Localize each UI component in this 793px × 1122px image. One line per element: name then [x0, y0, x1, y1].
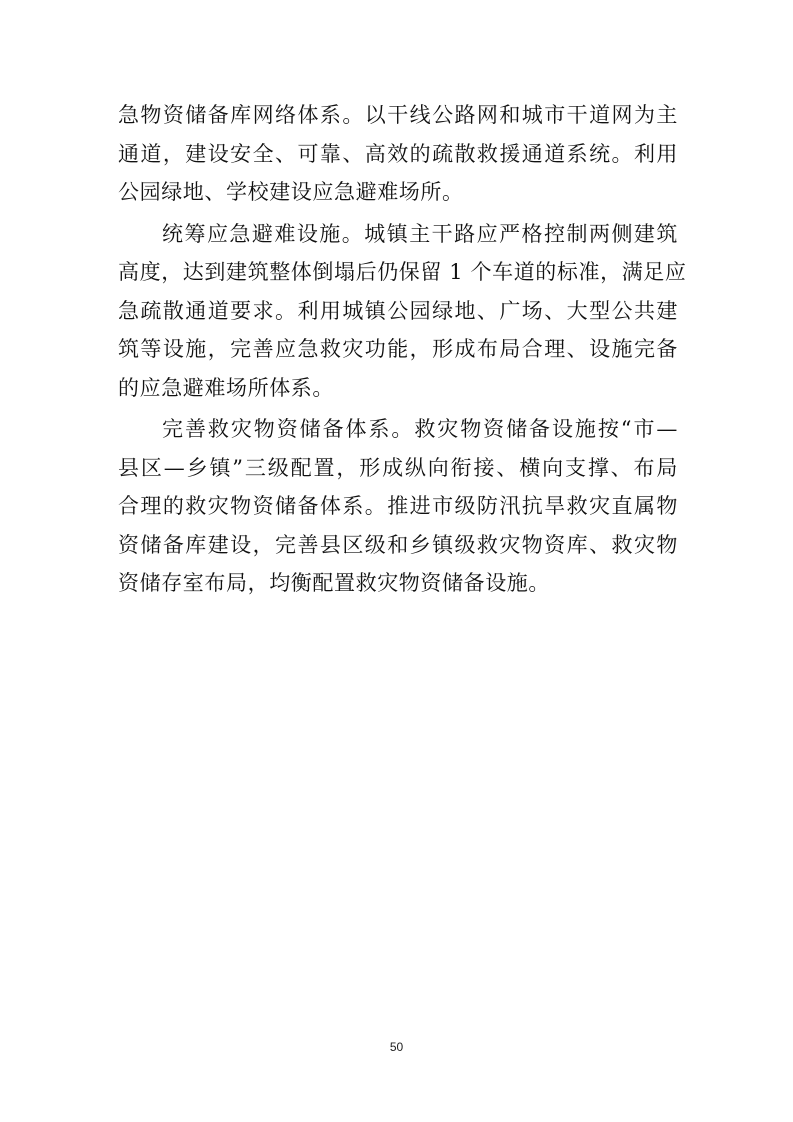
paragraph-1	[118, 96, 678, 212]
paragraph-3-line-4: 资储备库建设，完善县区级和乡镇级救灾物资库、救灾物	[118, 532, 678, 557]
paragraph-2	[118, 215, 687, 408]
paragraph-2-line-2: 高度，达到建筑整体倒塌后仍保留 1 个车道的标准，满足应	[118, 260, 687, 284]
paragraph-2-line-1: 统筹应急避难设施。城镇主干路应严格控制两侧建筑	[162, 221, 678, 246]
paragraph-3-line-3: 合理的救灾物资储备体系。推进市级防汛抗旱救灾直属物	[118, 494, 678, 518]
paragraph-2-line-3: 急疏散通道要求。利用城镇公园绿地、广场、大型公共建	[118, 298, 678, 323]
paragraph-1-line-1: 急物资储备库网络体系。以干线公路网和城市干道网为主	[118, 103, 678, 127]
paragraph-1-line-2: 通道，建设安全、可靠、高效的疏散救援通道系统。利用	[118, 141, 678, 166]
paragraph-3-line-5: 资储存室布局，均衡配置救灾物资储备设施。	[118, 571, 550, 595]
paragraph-3-line-1: 完善救灾物资储备体系。救灾物资储备设施按“市—	[162, 417, 678, 441]
paragraph-2-line-5: 的应急避难场所体系。	[118, 375, 334, 400]
paragraph-2-line-4: 筑等设施，完善应急救灾功能，形成布局合理、设施完备	[118, 337, 678, 361]
paragraph-1-line-3: 公园绿地、学校建设应急避难场所。	[118, 180, 464, 204]
page-number: 50	[389, 1040, 404, 1054]
paragraph-3	[118, 410, 678, 603]
body-text	[118, 96, 687, 603]
paragraph-3-line-2: 县区—乡镇”三级配置，形成纵向衔接、横向支撑、布局	[118, 455, 678, 480]
